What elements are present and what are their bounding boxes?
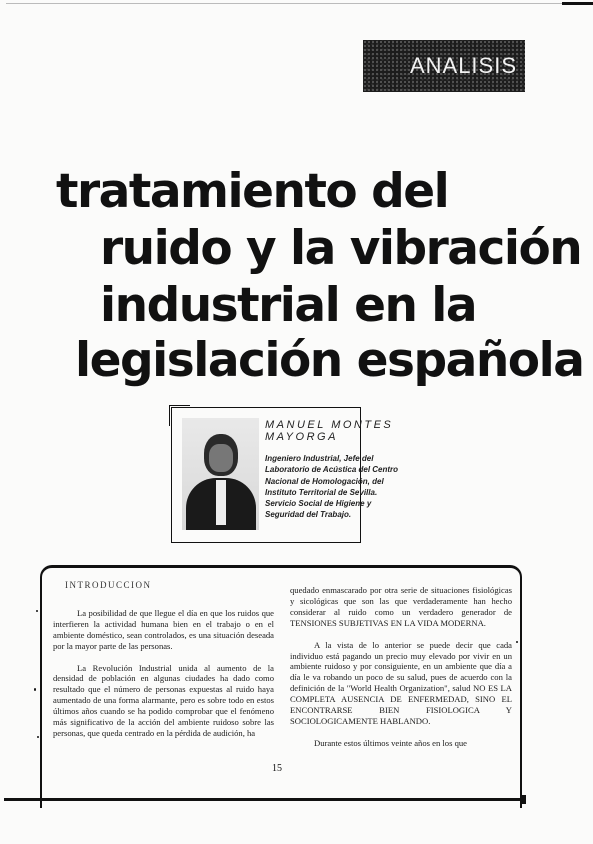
bottom-rule — [4, 798, 524, 801]
scan-speck — [34, 688, 36, 691]
paragraph: quedado enmascarado por otra serie de situaciones fisiológicas y sicológicas que son las que verdaderamente han hecho considerar al ruido como un verdadero generador de TENSIONES SUBJETIVAS EN LA VIDA MODERNA. — [290, 585, 512, 628]
scan-speck — [36, 610, 38, 612]
author-name — [265, 419, 395, 443]
section-label-text: ANALISIS — [409, 53, 517, 78]
paragraph: La posibilidad de que llegue el día en que los ruidos que interfieren la actividad humana bien en el trabajo o en el ambiente doméstico, sean controlados, es una situación deseada por la mayor parte de las personas. — [53, 607, 274, 651]
paragraph: La Revolución Industrial unida al aumento de la densidad de población en algunas ciudades ha dado como resultado que el número de personas expuestas al ruido haya aumentado de una forma alarmante, pero es sobre todo en estos últimos años cuando se ha podido comprobar que el fenómeno más significativo de la acción del ambiente ruidoso sobre las personas, que queda centrado en la pérdida de audición, ha — [53, 662, 274, 738]
title-line-2: ruido y la vibración — [100, 221, 582, 276]
page-number: 15 — [272, 763, 282, 774]
author-photo — [182, 418, 259, 530]
bottom-rule-end — [520, 795, 526, 804]
section-heading: INTRODUCCION — [65, 580, 152, 590]
body-column-left — [53, 580, 274, 750]
title-line-1: tratamiento del — [56, 164, 449, 219]
paragraph: A la vista de lo anterior se puede decir que cada individuo está pagando un precio muy elevado por vivir en un ambiente ruidoso y por consiguiente, en un ambiente que día a día le va robando un poco de su salud, pues de acuerdo con la definición de la "World Health Organization", salud NO ES LA COMPLETA AUSENCIA DE ENFERMEDAD, SINO EL ENCONTRARSE BIEN FISIOLOGICA Y SOCIOLOGICAMENTE HABLANDO. — [290, 639, 512, 726]
paragraph: Durante estos últimos veinte años en los que — [314, 737, 467, 748]
top-rule — [0, 2, 593, 6]
author-name-line-2: MAYORGA — [265, 431, 338, 443]
scan-speck — [37, 736, 39, 738]
body-column-right — [290, 585, 512, 760]
scan-speck — [516, 641, 518, 643]
title-line-4: legislación española — [75, 333, 584, 388]
section-label-banner — [363, 40, 525, 92]
author-name-line-1: MANUEL MONTES — [265, 419, 394, 431]
title-line-3: industrial en la — [100, 278, 477, 333]
author-bio: Ingeniero Industrial, Jefe del Laboratorio de Acústica del Centro Nacional de Homologación, del Instituto Territorial de Sevilla. Servicio Social de Higiene y Seguridad del Trabajo. — [265, 454, 399, 520]
